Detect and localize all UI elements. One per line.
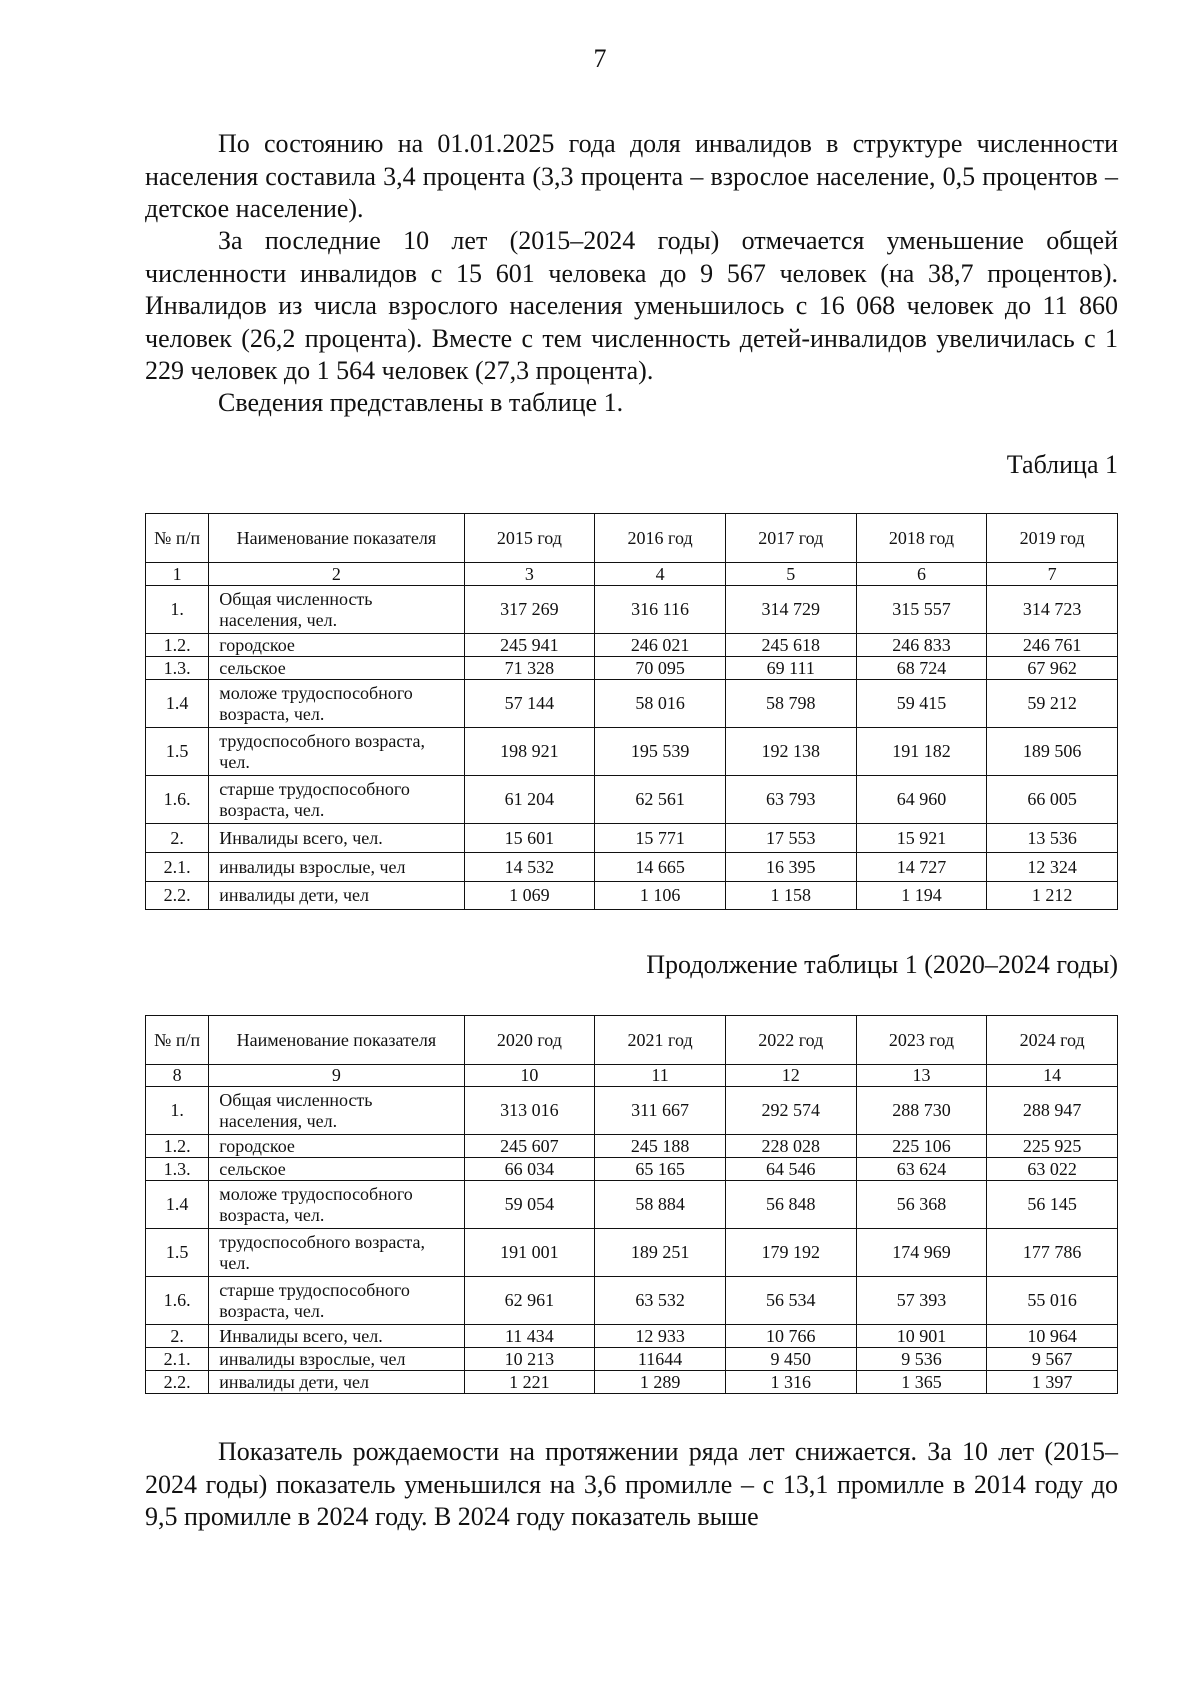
row-number-cell: 1.2. (146, 634, 209, 657)
intro-paragraph-2: За последние 10 лет (2015–2024 годы) отмечается уменьшение общей численности инвалидов с 15 601 человека до 9 567 человек (на 38,7 процентов). Инвалидов из числа взрослого населения уменьшилось с 16 068 человек до 11 860 человек (26,2 процента). Вместе с тем численность детей-инвалидов увеличилась с 1 229 человек до 1 564 человек (27,3 процента). (145, 226, 1118, 385)
value-cell: 63 793 (725, 776, 856, 824)
page-number: 7 (593, 44, 607, 73)
column-header: 2015 год (464, 514, 595, 563)
indicator-name-cell: сельское (209, 1158, 464, 1181)
value-cell: 57 393 (856, 1277, 987, 1325)
table-row (146, 1181, 1118, 1229)
value-cell: 13 536 (987, 824, 1118, 853)
table-row (146, 776, 1118, 824)
column-header: 2018 год (856, 514, 987, 563)
value-cell: 9 450 (725, 1348, 856, 1371)
column-header: 2020 год (464, 1016, 595, 1065)
value-cell: 56 368 (856, 1181, 987, 1229)
indicator-name-cell: городское (209, 1135, 464, 1158)
indicator-name-cell: старше трудоспособного возраста, чел. (209, 776, 464, 824)
table-row (146, 1229, 1118, 1277)
value-cell: 56 848 (725, 1181, 856, 1229)
value-cell: 191 001 (464, 1229, 595, 1277)
indicator-name-cell: инвалиды взрослые, чел (209, 853, 464, 882)
table-row (146, 882, 1118, 910)
value-cell: 1 316 (725, 1371, 856, 1394)
row-number-cell: 1.4 (146, 1181, 209, 1229)
value-cell: 288 730 (856, 1087, 987, 1135)
value-cell: 63 532 (595, 1277, 726, 1325)
value-cell: 1 158 (725, 882, 856, 910)
value-cell: 315 557 (856, 586, 987, 634)
value-cell: 58 798 (725, 680, 856, 728)
value-cell: 71 328 (464, 657, 595, 680)
table-row (146, 586, 1118, 634)
table-2 (145, 1015, 1118, 1394)
value-cell: 15 771 (595, 824, 726, 853)
indicator-name-cell: Общая численность населения, чел. (209, 586, 464, 634)
value-cell: 1 106 (595, 882, 726, 910)
value-cell: 314 729 (725, 586, 856, 634)
value-cell: 9 536 (856, 1348, 987, 1371)
column-header: № п/п (146, 514, 209, 563)
value-cell: 61 204 (464, 776, 595, 824)
row-number-cell: 1. (146, 586, 209, 634)
row-number-cell: 1.5 (146, 728, 209, 776)
column-header: № п/п (146, 1016, 209, 1065)
table-row (146, 1277, 1118, 1325)
value-cell: 62 561 (595, 776, 726, 824)
value-cell: 1 212 (987, 882, 1118, 910)
row-number-cell: 2.1. (146, 1348, 209, 1371)
value-cell: 246 761 (987, 634, 1118, 657)
column-header: 2021 год (595, 1016, 726, 1065)
indicator-name-cell: моложе трудоспособного возраста, чел. (209, 680, 464, 728)
value-cell: 9 567 (987, 1348, 1118, 1371)
table-1-caption: Таблица 1 (1006, 450, 1118, 479)
value-cell: 67 962 (987, 657, 1118, 680)
value-cell: 177 786 (987, 1229, 1118, 1277)
value-cell: 292 574 (725, 1087, 856, 1135)
closing-paragraph: Показатель рождаемости на протяжении ряда лет снижается. За 10 лет (2015–2024 годы) показатель уменьшился на 3,6 промилле – с 13,1 промилле в 2014 году до 9,5 промилле в 2024 году. В 2024 году показатель выше (145, 1437, 1118, 1531)
value-cell: 14 665 (595, 853, 726, 882)
table-row (146, 680, 1118, 728)
value-cell: 225 925 (987, 1135, 1118, 1158)
value-cell: 56 145 (987, 1181, 1118, 1229)
value-cell: 56 534 (725, 1277, 856, 1325)
value-cell: 55 016 (987, 1277, 1118, 1325)
value-cell: 246 833 (856, 634, 987, 657)
table-row (146, 853, 1118, 882)
column-number-cell: 10 (464, 1065, 595, 1087)
row-number-cell: 1.5 (146, 1229, 209, 1277)
value-cell: 15 921 (856, 824, 987, 853)
table-2-caption: Продолжение таблицы 1 (2020–2024 годы) (646, 950, 1118, 979)
column-header: 2017 год (725, 514, 856, 563)
column-number-cell: 2 (209, 563, 464, 586)
row-number-cell: 1.6. (146, 776, 209, 824)
row-number-cell: 1.3. (146, 1158, 209, 1181)
table-header-row (146, 514, 1118, 563)
indicator-name-cell: трудоспособного возраста, чел. (209, 728, 464, 776)
value-cell: 245 618 (725, 634, 856, 657)
table-row (146, 1325, 1118, 1348)
table-row (146, 634, 1118, 657)
value-cell: 10 964 (987, 1325, 1118, 1348)
value-cell: 195 539 (595, 728, 726, 776)
indicator-name-cell: инвалиды дети, чел (209, 1371, 464, 1394)
value-cell: 57 144 (464, 680, 595, 728)
row-number-cell: 2.2. (146, 1371, 209, 1394)
column-number-cell: 7 (987, 563, 1118, 586)
row-number-cell: 1.4 (146, 680, 209, 728)
value-cell: 245 188 (595, 1135, 726, 1158)
value-cell: 15 601 (464, 824, 595, 853)
value-cell: 316 116 (595, 586, 726, 634)
value-cell: 59 415 (856, 680, 987, 728)
table-header-row (146, 1016, 1118, 1065)
column-number-cell: 13 (856, 1065, 987, 1087)
table-row (146, 1135, 1118, 1158)
value-cell: 314 723 (987, 586, 1118, 634)
value-cell: 174 969 (856, 1229, 987, 1277)
indicator-name-cell: городское (209, 634, 464, 657)
table-row (146, 1087, 1118, 1135)
value-cell: 63 022 (987, 1158, 1118, 1181)
indicator-name-cell: Инвалиды всего, чел. (209, 824, 464, 853)
value-cell: 246 021 (595, 634, 726, 657)
value-cell: 11644 (595, 1348, 726, 1371)
value-cell: 198 921 (464, 728, 595, 776)
table-row (146, 1348, 1118, 1371)
value-cell: 192 138 (725, 728, 856, 776)
value-cell: 225 106 (856, 1135, 987, 1158)
value-cell: 228 028 (725, 1135, 856, 1158)
value-cell: 17 553 (725, 824, 856, 853)
value-cell: 66 005 (987, 776, 1118, 824)
column-number-cell: 1 (146, 563, 209, 586)
table-row (146, 728, 1118, 776)
value-cell: 70 095 (595, 657, 726, 680)
indicator-name-cell: Инвалиды всего, чел. (209, 1325, 464, 1348)
value-cell: 311 667 (595, 1087, 726, 1135)
column-number-cell: 4 (595, 563, 726, 586)
value-cell: 11 434 (464, 1325, 595, 1348)
indicator-name-cell: Общая численность населения, чел. (209, 1087, 464, 1135)
column-number-row (146, 563, 1118, 586)
value-cell: 189 506 (987, 728, 1118, 776)
row-number-cell: 1.3. (146, 657, 209, 680)
value-cell: 1 397 (987, 1371, 1118, 1394)
value-cell: 10 766 (725, 1325, 856, 1348)
intro-paragraph-3: Сведения представлены в таблице 1. (218, 388, 624, 417)
value-cell: 1 069 (464, 882, 595, 910)
column-header: 2024 год (987, 1016, 1118, 1065)
indicator-name-cell: моложе трудоспособного возраста, чел. (209, 1181, 464, 1229)
column-header: 2019 год (987, 514, 1118, 563)
column-header: 2022 год (725, 1016, 856, 1065)
value-cell: 10 213 (464, 1348, 595, 1371)
value-cell: 12 933 (595, 1325, 726, 1348)
table-row (146, 657, 1118, 680)
column-header: 2016 год (595, 514, 726, 563)
indicator-name-cell: сельское (209, 657, 464, 680)
indicator-name-cell: старше трудоспособного возраста, чел. (209, 1277, 464, 1325)
value-cell: 14 532 (464, 853, 595, 882)
value-cell: 10 901 (856, 1325, 987, 1348)
value-cell: 1 221 (464, 1371, 595, 1394)
column-number-cell: 6 (856, 563, 987, 586)
indicator-name-cell: инвалиды взрослые, чел (209, 1348, 464, 1371)
column-number-cell: 14 (987, 1065, 1118, 1087)
row-number-cell: 2. (146, 824, 209, 853)
row-number-cell: 2. (146, 1325, 209, 1348)
value-cell: 69 111 (725, 657, 856, 680)
value-cell: 313 016 (464, 1087, 595, 1135)
value-cell: 65 165 (595, 1158, 726, 1181)
value-cell: 59 054 (464, 1181, 595, 1229)
value-cell: 179 192 (725, 1229, 856, 1277)
row-number-cell: 1. (146, 1087, 209, 1135)
value-cell: 1 194 (856, 882, 987, 910)
value-cell: 64 960 (856, 776, 987, 824)
value-cell: 64 546 (725, 1158, 856, 1181)
table-row (146, 1371, 1118, 1394)
column-number-cell: 12 (725, 1065, 856, 1087)
column-header: Наименование показателя (209, 1016, 464, 1065)
value-cell: 59 212 (987, 680, 1118, 728)
column-header: 2023 год (856, 1016, 987, 1065)
column-number-cell: 11 (595, 1065, 726, 1087)
value-cell: 68 724 (856, 657, 987, 680)
value-cell: 191 182 (856, 728, 987, 776)
column-header: Наименование показателя (209, 514, 464, 563)
value-cell: 66 034 (464, 1158, 595, 1181)
column-number-cell: 8 (146, 1065, 209, 1087)
value-cell: 16 395 (725, 853, 856, 882)
value-cell: 14 727 (856, 853, 987, 882)
value-cell: 1 365 (856, 1371, 987, 1394)
column-number-cell: 5 (725, 563, 856, 586)
value-cell: 245 941 (464, 634, 595, 657)
value-cell: 63 624 (856, 1158, 987, 1181)
value-cell: 317 269 (464, 586, 595, 634)
value-cell: 58 016 (595, 680, 726, 728)
table-row (146, 1158, 1118, 1181)
row-number-cell: 1.2. (146, 1135, 209, 1158)
column-number-row (146, 1065, 1118, 1087)
value-cell: 189 251 (595, 1229, 726, 1277)
table-1 (145, 513, 1118, 910)
value-cell: 245 607 (464, 1135, 595, 1158)
value-cell: 62 961 (464, 1277, 595, 1325)
row-number-cell: 2.2. (146, 882, 209, 910)
value-cell: 288 947 (987, 1087, 1118, 1135)
row-number-cell: 1.6. (146, 1277, 209, 1325)
value-cell: 1 289 (595, 1371, 726, 1394)
column-number-cell: 9 (209, 1065, 464, 1087)
indicator-name-cell: трудоспособного возраста, чел. (209, 1229, 464, 1277)
value-cell: 58 884 (595, 1181, 726, 1229)
column-number-cell: 3 (464, 563, 595, 586)
intro-paragraph-1: По состоянию на 01.01.2025 года доля инвалидов в структуре численности населения составила 3,4 процента (3,3 процента – взрослое население, 0,5 процентов – детское население). (145, 129, 1118, 223)
table-row (146, 824, 1118, 853)
indicator-name-cell: инвалиды дети, чел (209, 882, 464, 910)
value-cell: 12 324 (987, 853, 1118, 882)
row-number-cell: 2.1. (146, 853, 209, 882)
